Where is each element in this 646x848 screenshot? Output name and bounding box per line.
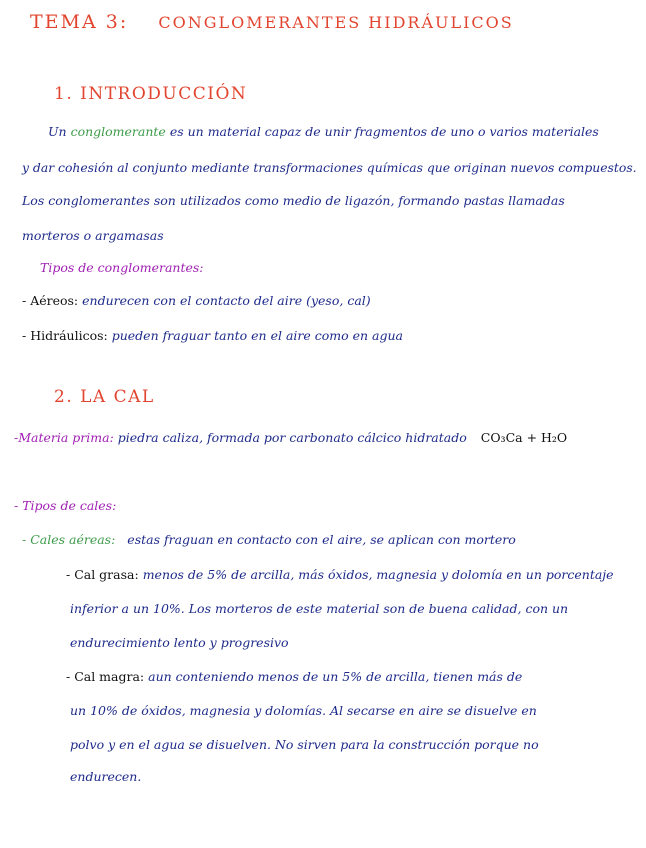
materia-prima-line <box>14 430 567 446</box>
cal-grasa-label: - Cal grasa: <box>66 567 139 582</box>
type-hidraulicos-label: - Hidráulicos: <box>22 328 108 343</box>
materia-prima-label: -Materia prima: <box>14 430 114 445</box>
types-heading: Tipos de conglomerantes: <box>40 260 204 275</box>
cal-magra-line-3: polvo y en el agua se disuelven. No sirven para la construcción porque no <box>70 737 539 752</box>
term-conglomerante: conglomerante <box>70 124 166 139</box>
cal-grasa-line-3: endurecimiento lento y progresivo <box>70 635 289 650</box>
cales-aereas-label: - Cales aéreas: <box>22 532 116 547</box>
type-aereos-label: - Aéreos: <box>22 293 79 308</box>
cal-magra-line-2: un 10% de óxidos, magnesia y dolomías. Al secarse en aire se disuelve en <box>70 703 537 718</box>
type-hidraulicos-text: pueden fraguar tanto en el aire como en agua <box>111 328 403 343</box>
intro-line-3: Los conglomerantes son utilizados como medio de ligazón, formando pastas llamadas <box>22 193 565 208</box>
cales-aereas-text: estas fraguan en contacto con el aire, se aplican con mortero <box>127 532 516 547</box>
cal-magra-line-1 <box>66 669 522 685</box>
intro-line-4: morteros o argamasas <box>22 228 164 243</box>
title-text: CONGLOMERANTES HIDRÁULICOS <box>158 13 514 32</box>
title-prefix: TEMA 3: <box>30 11 129 33</box>
cal-grasa-line-2: inferior a un 10%. Los morteros de este material son de buena calidad, con un <box>70 601 569 616</box>
cal-grasa-text-1: menos de 5% de arcilla, más óxidos, magnesia y dolomía en un porcentaje <box>142 567 614 582</box>
materia-prima-text: piedra caliza, formada por carbonato cálcico hidratado <box>117 430 467 445</box>
chemical-formula: CO₃Ca + H₂O <box>480 430 568 445</box>
intro-line-2: y dar cohesión al conjunto mediante transformaciones químicas que originan nuevos compuestos. <box>22 161 637 175</box>
section-heading-introduccion: 1. INTRODUCCIÓN <box>54 84 248 104</box>
section-heading-la-cal: 2. LA CAL <box>54 387 155 407</box>
cal-magra-line-4: endurecen. <box>70 769 142 784</box>
tipos-de-cales-heading: - Tipos de cales: <box>14 498 117 513</box>
type-hidraulicos <box>22 328 403 344</box>
intro-line-1-rest: es un material capaz de unir fragmentos de uno o varios materiales <box>169 124 599 139</box>
page-title <box>30 11 514 33</box>
cal-magra-label: - Cal magra: <box>66 669 145 684</box>
cal-grasa-line-1 <box>66 567 614 583</box>
type-aereos-text: endurecen con el contacto del aire (yeso, cal) <box>82 293 371 308</box>
intro-line-1 <box>48 124 599 140</box>
type-aereos <box>22 293 371 309</box>
intro-lead: Un <box>48 124 67 139</box>
cales-aereas-line <box>22 532 516 548</box>
cal-magra-text-1: aun conteniendo menos de un 5% de arcilla, tienen más de <box>148 669 523 684</box>
